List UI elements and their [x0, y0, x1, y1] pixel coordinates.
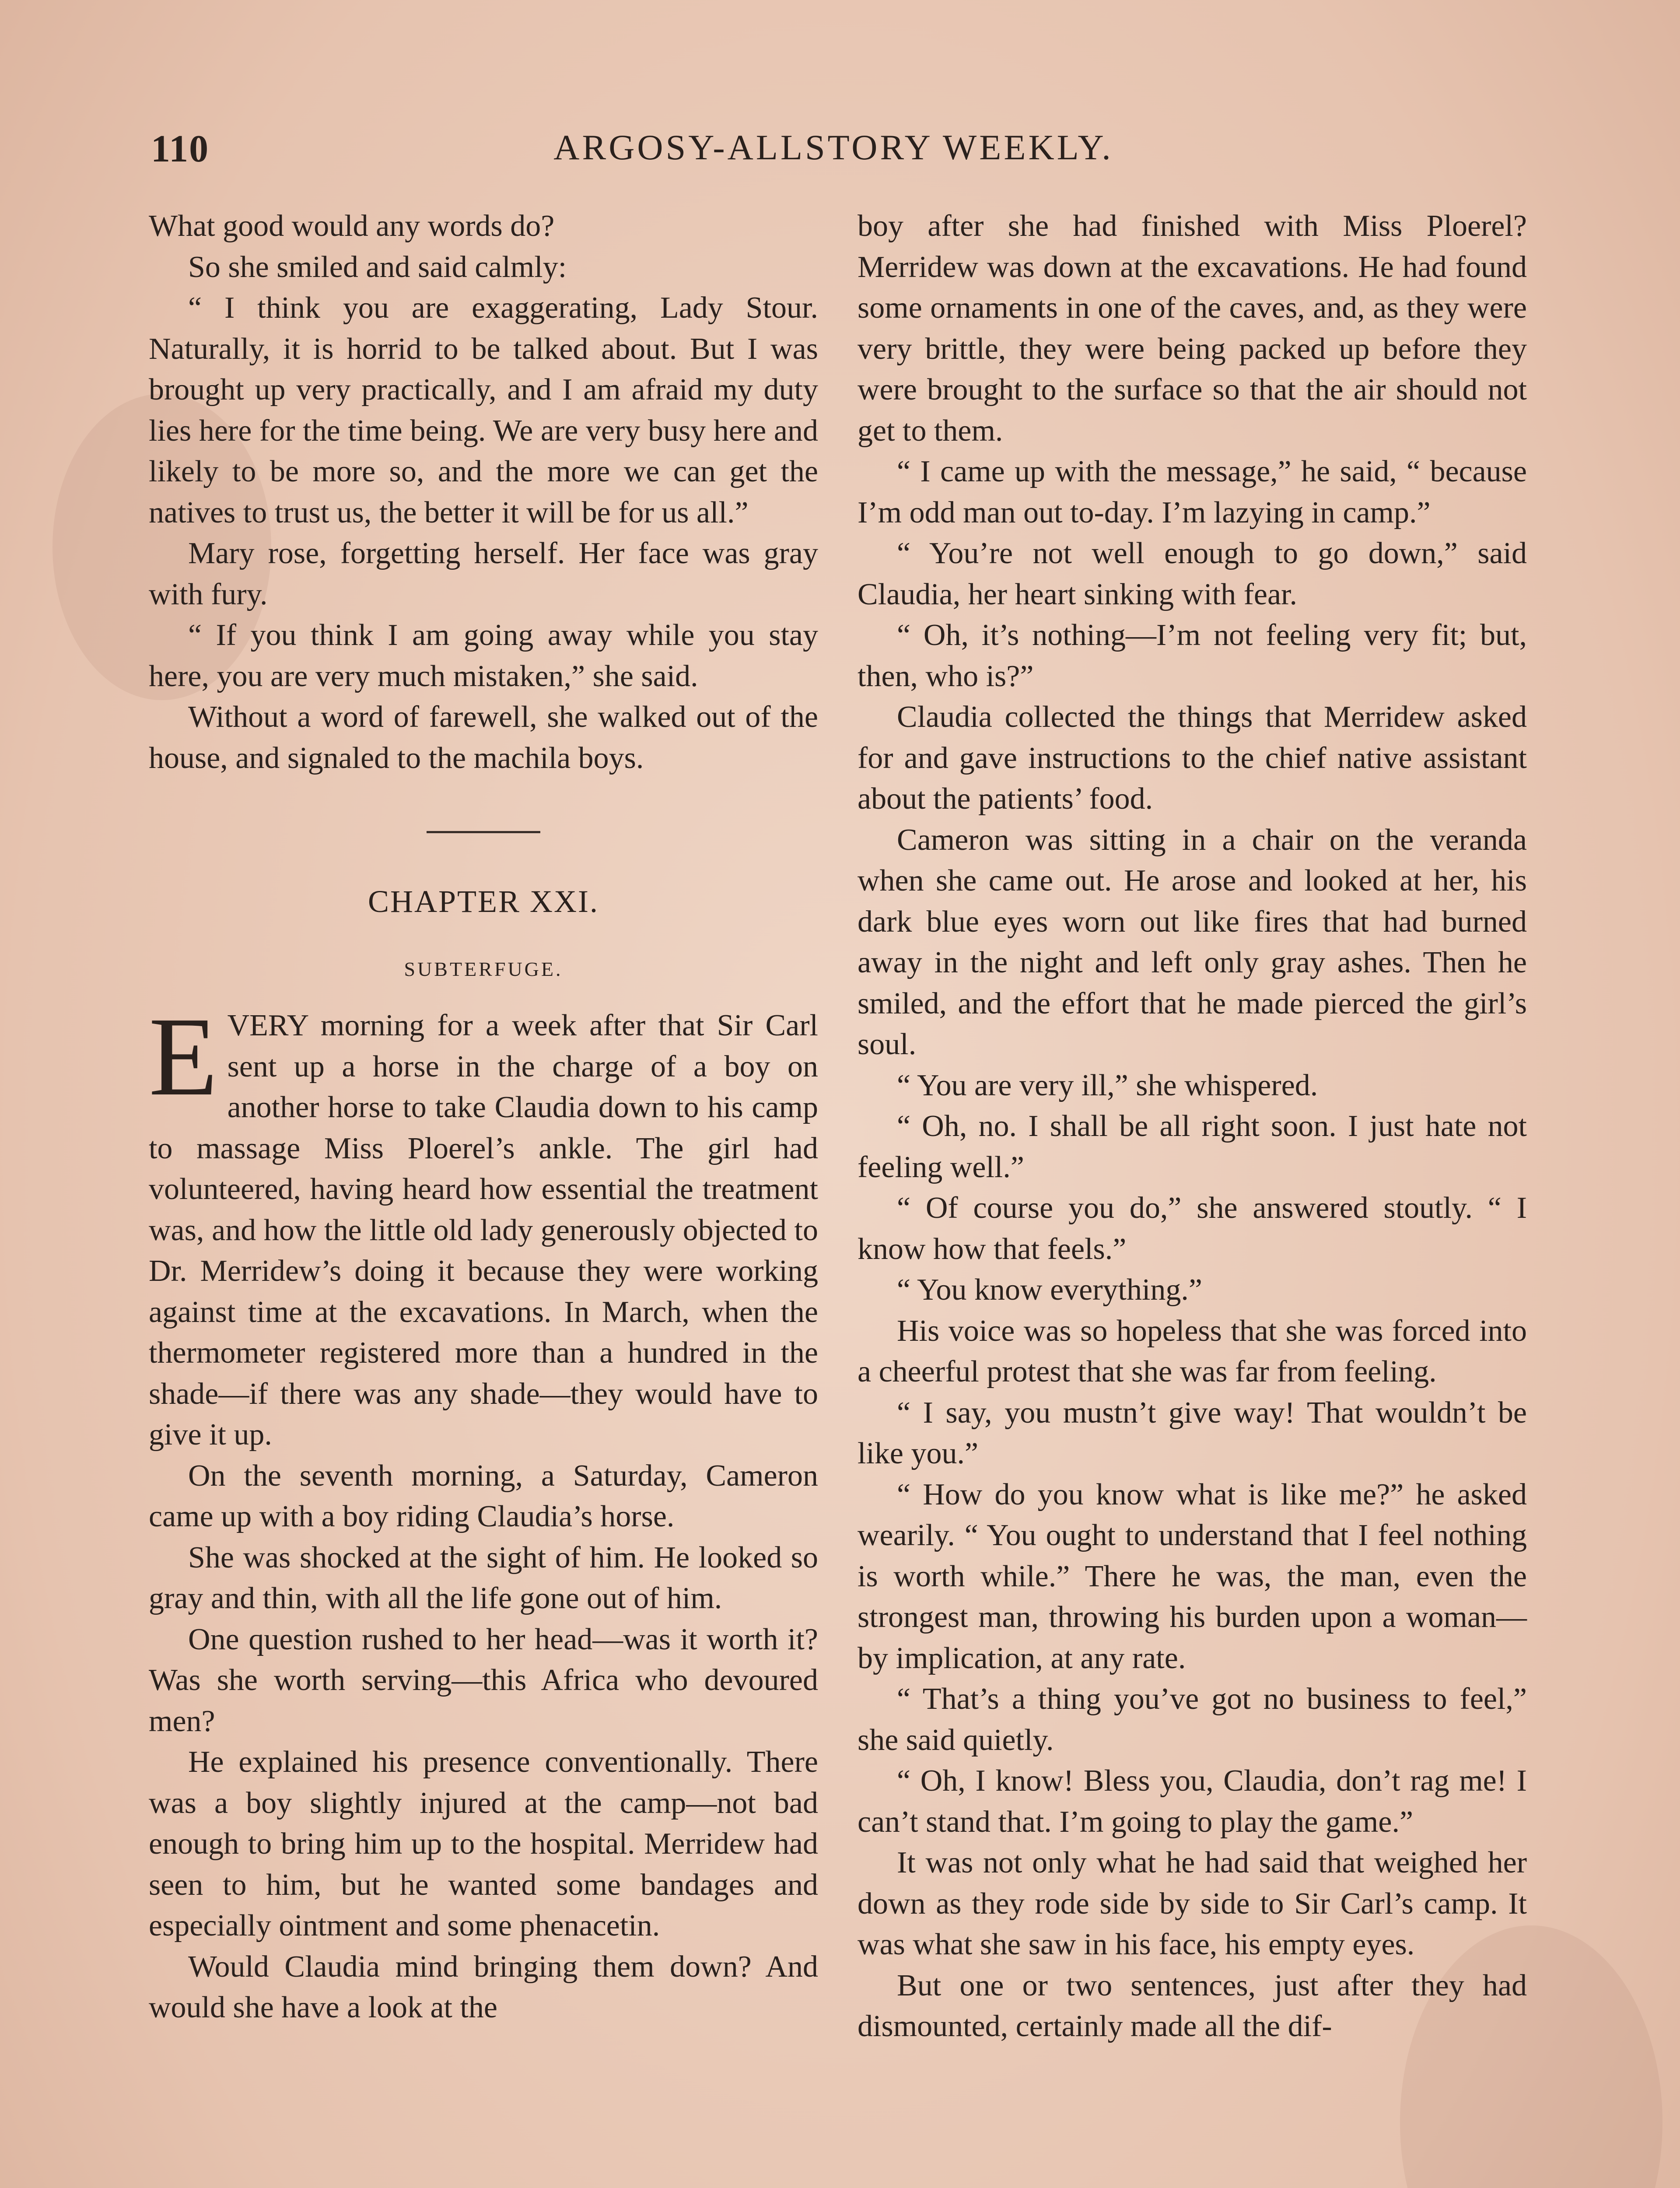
paragraph: On the seventh morning, a Saturday, Cameron came up with a boy riding Claudia’s horse. — [149, 1459, 818, 1533]
paragraph: “ Oh, no. I shall be all right soon. I just hate not feeling well.” — [858, 1109, 1527, 1184]
paragraph: One question rushed to her head—was it worth it? Was she worth serving—this Africa who devoured men? — [149, 1622, 818, 1738]
paragraph: What good would any words do? — [149, 209, 555, 243]
paragraph: “ How do you know what is like me?” he asked wearily. “ You ought to understand that I feel nothing is worth while.” There he was, the man, even the strongest man, throwing his burden upon a woman—by implication, at any rate. — [858, 1477, 1527, 1675]
paragraph: So she smiled and said calmly: — [188, 250, 567, 284]
paragraph: “ I think you are exaggerating, Lady Stour. Naturally, it is horrid to be talked about. But I was brought up very practically, and I am afraid my duty lies here for the time being. We are very busy here and likely to be more so, and the more we can get the natives to trust us, the better it will be for us all.” — [149, 291, 818, 529]
chapter-title: CHAPTER XXI. — [368, 884, 599, 919]
chapter-opening-paragraph — [149, 994, 818, 1455]
paragraph: “ Of course you do,” she answered stoutly. “ I know how that feels.” — [858, 1191, 1527, 1266]
paragraph: “ If you think I am going away while you stay here, you are very much mistaken,” she said. — [149, 618, 818, 693]
paragraph: His voice was so hopeless that she was forced into a cheerful protest that she was far from feeling. — [858, 1314, 1527, 1389]
paragraph: Without a word of farewell, she walked out of the house, and signaled to the machila boys. — [149, 700, 818, 775]
page-header — [151, 127, 1516, 175]
paragraph: “ You know everything.” — [897, 1273, 1202, 1307]
paragraph: He explained his presence conventionally. There was a boy slightly injured at the camp—not bad enough to bring him up to the hospital. Merridew had seen to him, but he wanted some bandages and especially ointment and some phenacetin. — [149, 1745, 818, 1943]
running-head: ARGOSY-ALLSTORY WEEKLY. — [553, 127, 1113, 167]
paragraph: “ I came up with the message,” he said, “ because I’m odd man out to-day. I’m lazying in camp.” — [858, 455, 1527, 529]
right-column — [858, 206, 1527, 2047]
paragraph: But one or two sentences, just after they had dismounted, certainly made all the dif- — [858, 1968, 1527, 2043]
paragraph: She was shocked at the sight of him. He looked so gray and thin, with all the life gone out of him. — [149, 1540, 818, 1615]
paragraph-text: VERY morning for a week after that Sir Carl sent up a horse in the charge of a boy on another horse to take Claudia down to his camp to massage Miss Ploerel’s ankle. The girl had volunteered, having heard how essential the treatment was, and how the little old lady generously objected to Dr. Merridew’s doing it because they were working against time at the excavations. In March, when the thermometer registered more than a hundred in the shade—if there was any shade—they would have to give it up. — [149, 1009, 818, 1452]
paragraph: “ Oh, I know! Bless you, Claudia, don’t rag me! I can’t stand that. I’m going to play the game.” — [858, 1764, 1527, 1839]
paragraph: “ You’re not well enough to go down,” said Claudia, her heart sinking with fear. — [858, 536, 1527, 611]
page-number: 110 — [151, 128, 210, 170]
paragraph: Claudia collected the things that Merridew asked for and gave instructions to the chief native assistant about the patients’ food. — [858, 700, 1527, 816]
paragraph: “ You are very ill,” she whispered. — [897, 1068, 1318, 1102]
paragraph: Would Claudia mind bringing them down? And would she have a look at the — [149, 1950, 818, 2024]
paragraph: “ I say, you mustn’t give way! That wouldn’t be like you.” — [858, 1396, 1527, 1470]
paragraph: Cameron was sitting in a chair on the veranda when she came out. He arose and looked at her, his dark blue eyes worn out like fires that had burned away in the night and left only gray ashes. Then he smiled, and the effort that he made pierced the girl’s soul. — [858, 823, 1527, 1061]
drop-cap: E — [149, 994, 218, 1119]
paragraph: “ That’s a thing you’ve got no business to feel,” she said quietly. — [858, 1682, 1527, 1757]
section-divider — [427, 831, 540, 833]
paragraph: It was not only what he had said that weighed her down as they rode side by side to Sir Carl’s camp. It was what she saw in his face, his empty eyes. — [858, 1846, 1527, 1961]
paragraph: boy after she had finished with Miss Ploerel? Merridew was down at the excavations. He had found some ornaments in one of the caves, and, as they were very brittle, they were being packed up before they were brought to the surface so that the air should not get to them. — [858, 209, 1527, 448]
paragraph: “ Oh, it’s nothing—I’m not feeling very fit; but, then, who is?” — [858, 618, 1527, 693]
left-column — [149, 206, 818, 2028]
chapter-subtitle: SUBTERFUGE. — [404, 957, 563, 980]
paragraph: Mary rose, forgetting herself. Her face was gray with fury. — [149, 536, 818, 611]
